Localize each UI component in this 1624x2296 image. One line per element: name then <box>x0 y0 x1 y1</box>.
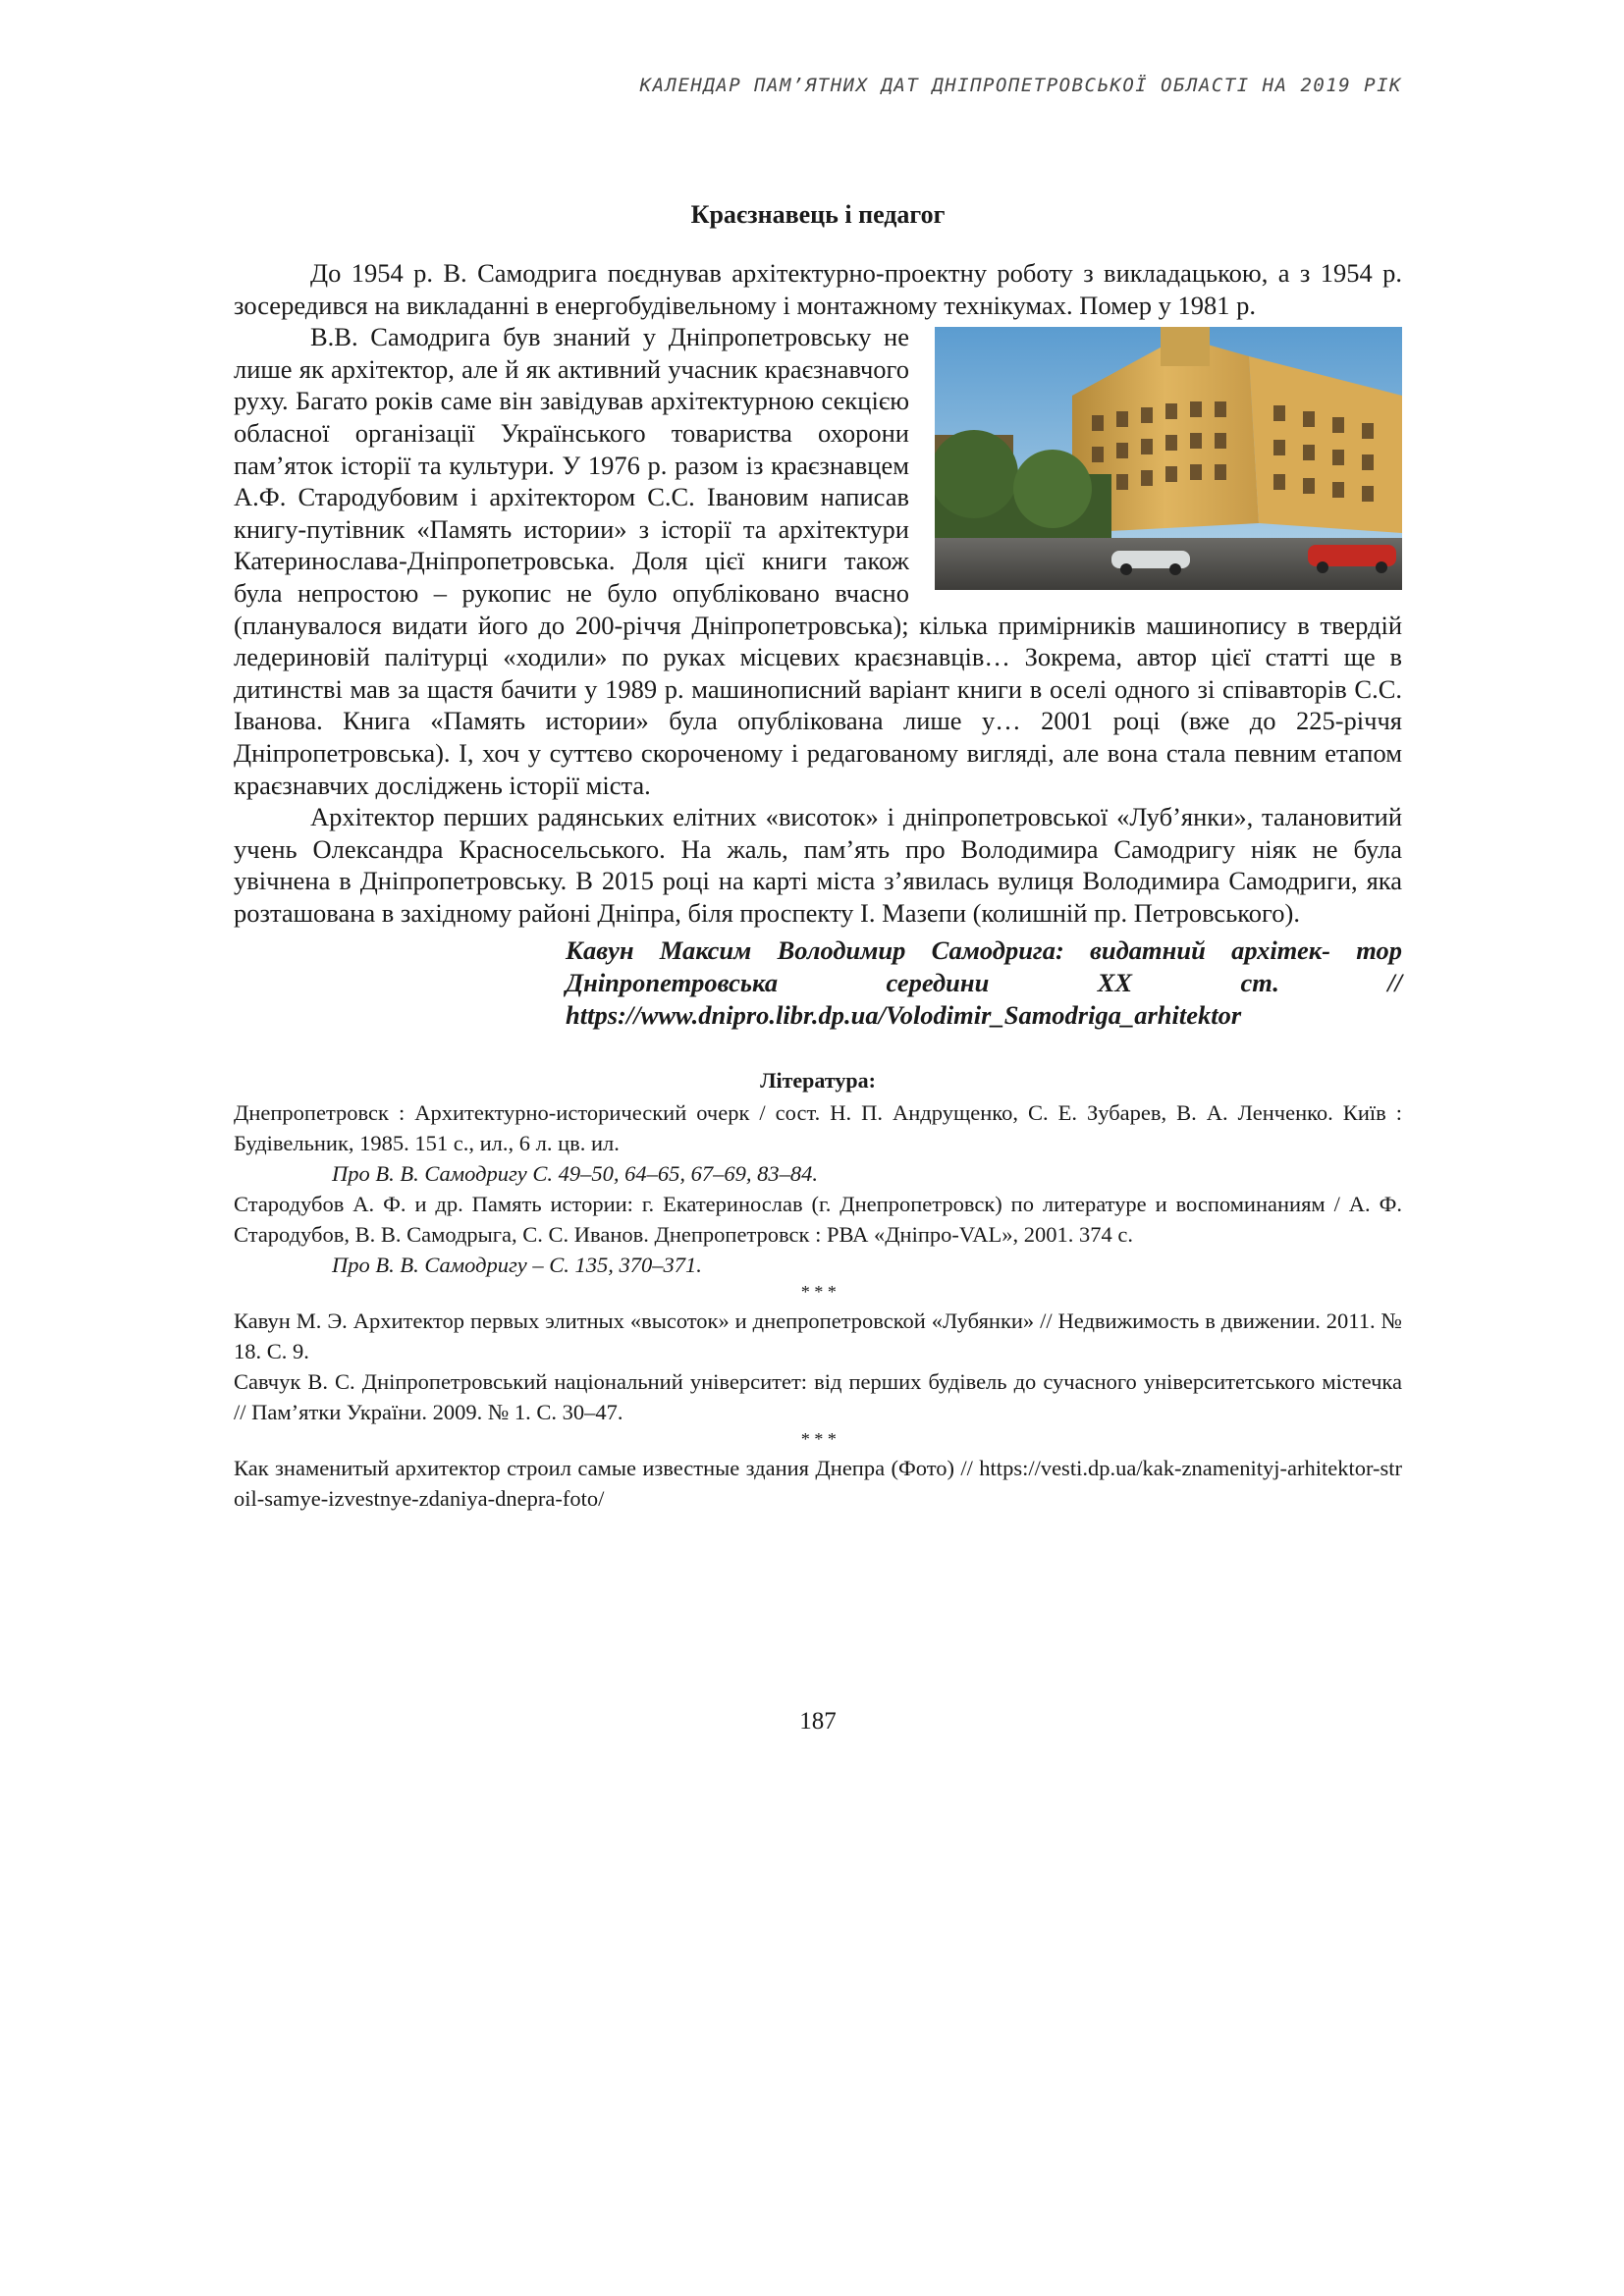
reference-2: Стародубов А. Ф. и др. Память истории: г. Екатеринослав (г. Днепропетровск) по литературе и воспоминаниям / А. Ф. Стародубов, В. В. Самодрыга, С. С. Иванов. Днепропетровск : РВА «Дніпро-VAL», 2001. 374 с. <box>234 1192 1402 1248</box>
reference-1: Днепропетровск : Архитектурно-исторический очерк / сост. Н. П. Андрущенко, С. Е. Зубарев, В. А. Ленченко. Київ : Будівельник, 1985. 151 с., ил., 6 л. цв. ил. <box>234 1100 1402 1156</box>
reference-1-note: Про В. В. Самодригу С. 49–50, 64–65, 67–69, 83–84. <box>332 1161 818 1187</box>
building-photo-icon <box>935 327 1402 590</box>
separator-2: * * * <box>800 1429 836 1450</box>
reference-url[interactable]: Как знаменитый архитектор строил самые известные здания Днепра (Фото) // https://vesti.dp.ua/kak-znamenityj-arhitektor-stroil-samye-izvestnye-zdaniya-dnepra-foto/ <box>234 1456 1402 1512</box>
paragraph-3: Архітектор перших радянських елітних «висоток» і дніпропетровської «Луб’янки», талановитий учень Олександра Красносельського. На жаль, пам’ять про Володимира Самодригу ніяк не була увічнена в Дніпропетровську. В 2015 році на карті міста з’явилась вулиця Володимира Самодриги, яка розташована в західному районі Дніпра, біля проспекту І. Мазепи (колишній пр. Петровського). <box>234 802 1402 928</box>
reference-3: Кавун М. Э. Архитектор первых элитных «высоток» и днепропетровской «Лубянки» // Недвижимость в движении. 2011. № 18. С. 9. <box>234 1308 1402 1364</box>
reference-4: Савчук В. С. Дніпропетровський національний університет: від перших будівель до сучасного університетського містечка // Пам’ятки України. 2009. № 1. С. 30–47. <box>234 1369 1402 1425</box>
section-title: Краєзнавець і педагог <box>690 200 946 229</box>
citation-line-3: https://www.dnipro.libr.dp.ua/Volodimir_Samodriga_arhitektor <box>566 999 1242 1030</box>
reference-2-note: Про В. В. Самодригу – С. 135, 370–371. <box>332 1253 702 1278</box>
page-content <box>234 200 1402 1514</box>
running-header: КАЛЕНДАР ПАМ’ЯТНИХ ДАТ ДНІПРОПЕТРОВСЬКОЇ ОБЛАСТІ НА 2019 РІК <box>639 75 1402 96</box>
citation-line-1: Кавун Максим Володимир Самодрига: видатний архітек- <box>566 935 1330 966</box>
paragraph-1: До 1954 р. В. Самодрига поєднував архітектурно-проектну роботу з викладацькою, а з 1954 р. зосередився на викладанні в енергобудівельному і монтажному технікумах. Помер у 1981 р. <box>234 258 1402 320</box>
literature-title: Література: <box>760 1068 876 1094</box>
citation-line-2: тор Дніпропетровська середини XX ст. // <box>566 935 1402 998</box>
paragraph-2: В.В. Самодрига був знаний у Дніпропетровську не лише як архітектор, але й як активний учасник краєзнавчого руху. Багато років саме він завідував архітектурною секцією обласної організації Українського товариства охорони пам’яток історії та культури. У 1976 р. разом із краєзнавцем А.Ф. Стародубовим і архітектором С.С. Івановим написав книгу-путівник «Память истории» з історії та архітектури Катеринослава-Дніпропетровська. Доля цієї книги також була непростою – рукопис не було опубліковано вчасно (планувалося видати його до 200-річчя Дніпропетровська); кілька примірників машинопису в твердій ледериновій палітурці «ходили» по руках місцевих краєзнавців… Зокрема, автор цієї статті ще в дитинстві мав за щастя бачити у 1989 р. машинописний варіант книги в оселі одного зі співавторів С.С. Іванова. Книга «Память истории» була опублікована лише у… 2001 році (вже до 225-річчя Дніпропетровська). І, хоч у суттєво скороченому і редагованому вигляді, але вона стала певним етапом краєзнавчих досліджень історії міста. <box>234 322 1402 800</box>
page-number: 187 <box>799 1708 837 1735</box>
separator-1: * * * <box>800 1282 836 1303</box>
building-photo <box>935 327 1402 590</box>
citation <box>566 934 1402 1031</box>
